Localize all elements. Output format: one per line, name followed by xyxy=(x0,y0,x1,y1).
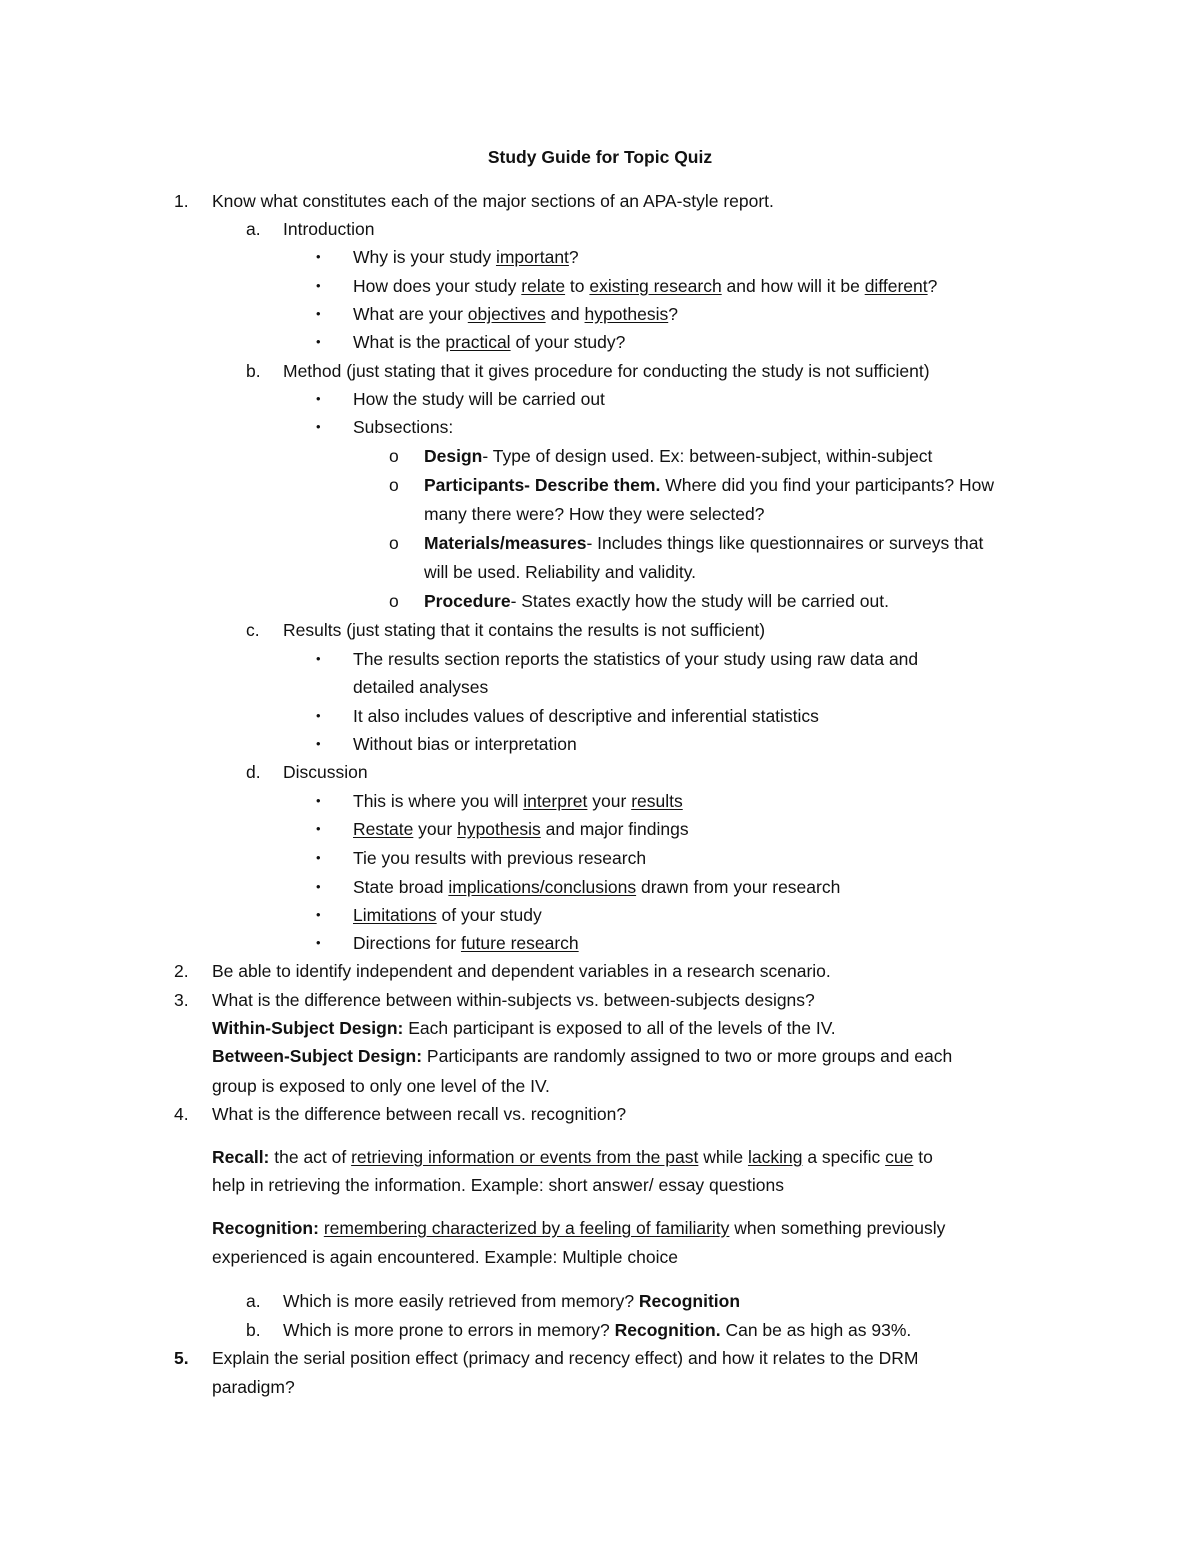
question-5-text: Explain the serial position effect (primacy and recency effect) and how it relates to the DRM xyxy=(212,1348,919,1368)
bullet-icon: • xyxy=(316,907,321,922)
bullet-icon: • xyxy=(316,334,321,349)
list-item: Without bias or interpretation xyxy=(353,734,577,754)
question-1-text: Know what constitutes each of the major sections of an APA-style report. xyxy=(212,191,774,211)
bullet-icon: • xyxy=(316,793,321,808)
sub-bullet-icon: o xyxy=(389,475,399,495)
section-results-label: Results (just stating that it contains the results is not sufficient) xyxy=(283,620,766,640)
list-item: How the study will be carried out xyxy=(353,389,605,409)
list-item: What are your objectives and hypothesis? xyxy=(353,304,678,324)
list-item: The results section reports the statistics of your study using raw data and xyxy=(353,649,919,669)
list-letter-a: a. xyxy=(246,1291,261,1311)
section-introduction-label: Introduction xyxy=(283,219,375,239)
list-number-5: 5. xyxy=(174,1348,189,1368)
list-item: Limitations of your study xyxy=(353,905,542,925)
sub-question-b: Which is more prone to errors in memory? Recognition. Can be as high as 93%. xyxy=(283,1320,912,1340)
list-letter-b: b. xyxy=(246,1320,261,1340)
bullet-icon: • xyxy=(316,736,321,751)
list-item: State broad implications/conclusions drawn from your research xyxy=(353,877,841,897)
bullet-icon: • xyxy=(316,850,321,865)
list-number-1: 1. xyxy=(174,191,189,211)
between-subject-definition: Between-Subject Design: Participants are randomly assigned to two or more groups and each xyxy=(212,1046,953,1066)
list-item-participants-cont: many there were? How they were selected? xyxy=(424,504,765,524)
list-number-3: 3. xyxy=(174,990,189,1010)
list-item-design: Design- Type of design used. Ex: between-subject, within-subject xyxy=(424,446,933,466)
sub-bullet-icon: o xyxy=(389,533,399,553)
recall-definition: Recall: the act of retrieving information or events from the past while lacking a specific cue to xyxy=(212,1147,933,1167)
list-letter-b: b. xyxy=(246,361,261,381)
bullet-icon: • xyxy=(316,935,321,950)
list-letter-c: c. xyxy=(246,620,260,640)
section-method-label: Method (just stating that it gives procedure for conducting the study is not sufficient) xyxy=(283,361,930,381)
bullet-icon: • xyxy=(316,879,321,894)
list-item: How does your study relate to existing research and how will it be different? xyxy=(353,276,938,296)
list-item-materials-cont: will be used. Reliability and validity. xyxy=(424,562,697,582)
bullet-icon: • xyxy=(316,249,321,264)
list-item-cont: detailed analyses xyxy=(353,677,489,697)
list-number-4: 4. xyxy=(174,1104,189,1124)
list-item-procedure: Procedure- States exactly how the study will be carried out. xyxy=(424,591,889,611)
sub-question-a: Which is more easily retrieved from memory? Recognition xyxy=(283,1291,741,1311)
question-2-text: Be able to identify independent and dependent variables in a research scenario. xyxy=(212,961,831,981)
page-title: Study Guide for Topic Quiz xyxy=(487,147,713,167)
recall-definition-cont: help in retrieving the information. Example: short answer/ essay questions xyxy=(212,1175,784,1195)
list-item: It also includes values of descriptive and inferential statistics xyxy=(353,706,819,726)
bullet-icon: • xyxy=(316,419,321,434)
recognition-definition: Recognition: remembering characterized by a feeling of familiarity when something previously xyxy=(212,1218,946,1238)
list-number-2: 2. xyxy=(174,961,189,981)
bullet-icon: • xyxy=(316,651,321,666)
list-item: Restate your hypothesis and major findings xyxy=(353,819,689,839)
list-letter-d: d. xyxy=(246,762,261,782)
list-item: Why is your study important? xyxy=(353,247,579,267)
bullet-icon: • xyxy=(316,821,321,836)
bullet-icon: • xyxy=(316,306,321,321)
sub-bullet-icon: o xyxy=(389,446,399,466)
between-subject-definition-cont: group is exposed to only one level of the IV. xyxy=(212,1076,550,1096)
bullet-icon: • xyxy=(316,391,321,406)
sub-bullet-icon: o xyxy=(389,591,399,611)
within-subject-definition: Within-Subject Design: Each participant is exposed to all of the levels of the IV. xyxy=(212,1018,836,1038)
list-item-participants: Participants- Describe them. Where did you find your participants? How xyxy=(424,475,994,495)
list-item: Subsections: xyxy=(353,417,454,437)
list-item: Tie you results with previous research xyxy=(353,848,647,868)
list-item: This is where you will interpret your results xyxy=(353,791,683,811)
list-item: Directions for future research xyxy=(353,933,579,953)
bullet-icon: • xyxy=(316,278,321,293)
question-3-text: What is the difference between within-subjects vs. between-subjects designs? xyxy=(212,990,815,1010)
bullet-icon: • xyxy=(316,708,321,723)
list-item: What is the practical of your study? xyxy=(353,332,626,352)
list-item-materials: Materials/measures- Includes things like questionnaires or surveys that xyxy=(424,533,984,553)
section-discussion-label: Discussion xyxy=(283,762,368,782)
question-5-text-cont: paradigm? xyxy=(212,1377,295,1397)
question-4-text: What is the difference between recall vs. recognition? xyxy=(212,1104,627,1124)
recognition-definition-cont: experienced is again encountered. Example: Multiple choice xyxy=(212,1247,678,1267)
list-letter-a: a. xyxy=(246,219,261,239)
